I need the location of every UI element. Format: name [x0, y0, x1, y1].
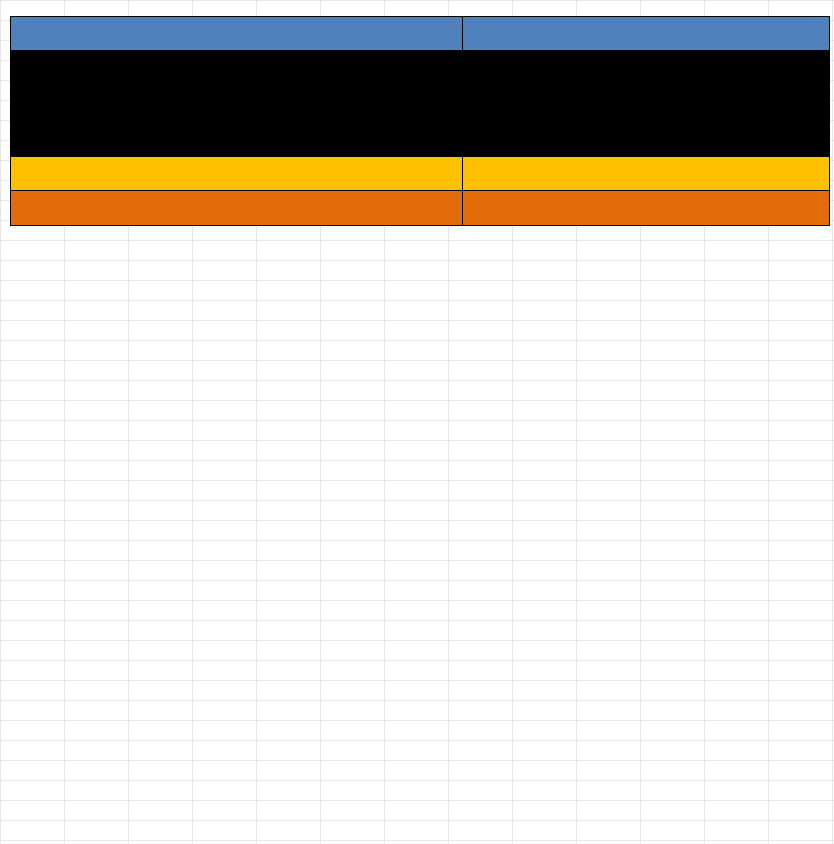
potential-row[interactable]: [11, 191, 829, 225]
average-label-cell[interactable]: [11, 157, 463, 190]
potential-label-cell[interactable]: [11, 191, 463, 225]
prepared-by-title: [11, 51, 829, 86]
valuation-table: [10, 16, 830, 226]
header-label-cell[interactable]: [11, 17, 463, 50]
potential-value-cell[interactable]: [463, 191, 829, 225]
header-row[interactable]: [11, 17, 829, 51]
prepared-by-twitter: [11, 86, 829, 121]
average-row[interactable]: [11, 157, 829, 191]
average-value-cell[interactable]: [463, 157, 829, 190]
header-ticker-cell[interactable]: [463, 17, 829, 50]
prepared-by-instagram: [11, 121, 829, 156]
prepared-by-block[interactable]: [11, 51, 829, 157]
